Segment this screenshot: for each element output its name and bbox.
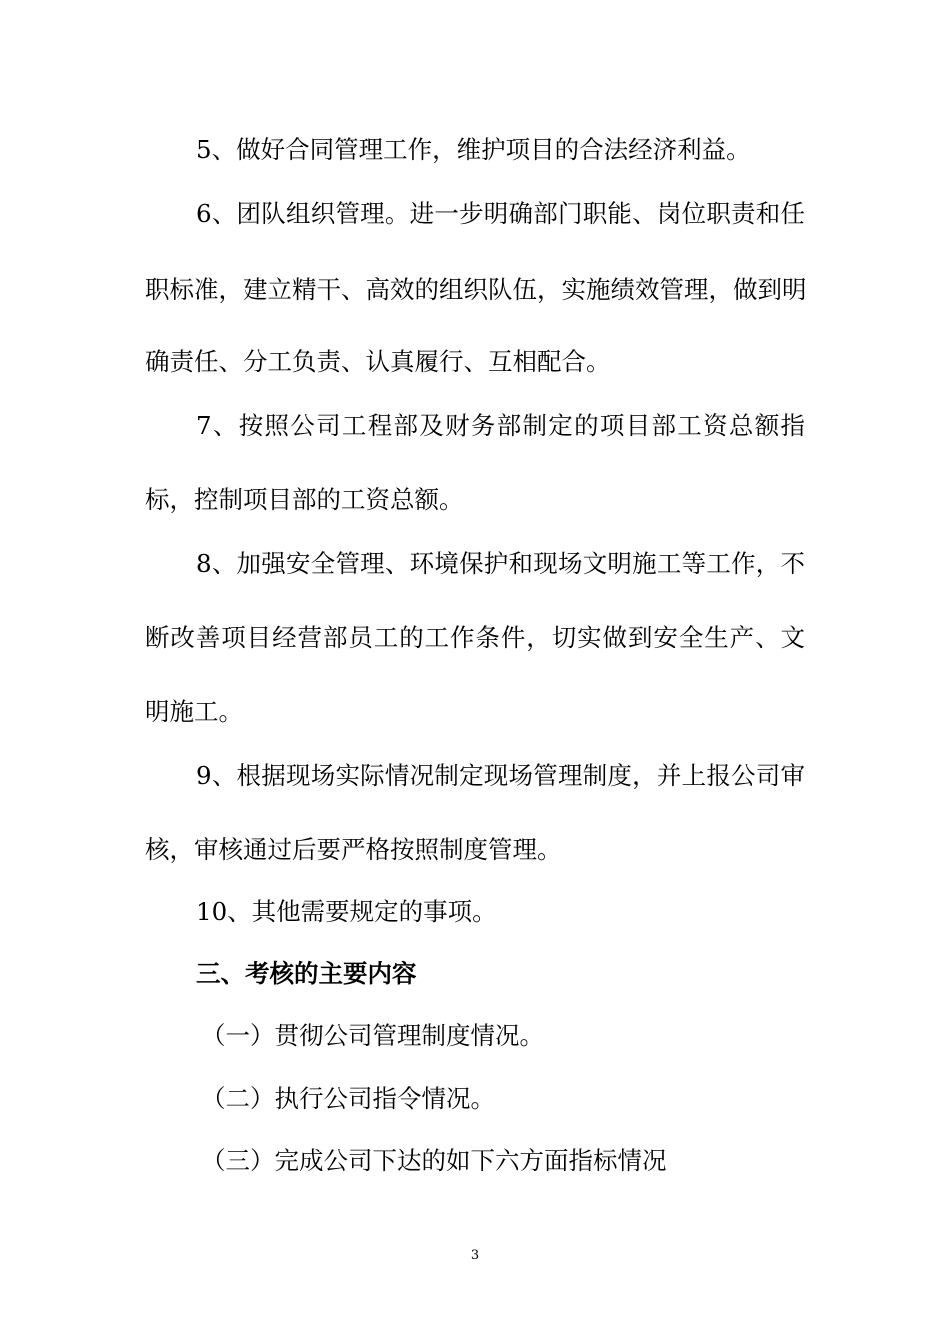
paragraph-line: 6、团队组织管理。进一步明确部门职能、岗位职责和任 — [196, 199, 805, 228]
page-number: 3 — [470, 1248, 480, 1263]
sub-item: （二）执行公司指令情况。 — [201, 1084, 495, 1113]
paragraph-line: 标，控制项目部的工资总额。 — [145, 485, 464, 514]
sub-item: （一）贯彻公司管理制度情况。 — [201, 1021, 544, 1050]
paragraph-line: 明施工。 — [145, 697, 243, 726]
paragraph-line: 断改善项目经营部员工的工作条件，切实做到安全生产、文 — [145, 623, 805, 652]
sub-item: （三）完成公司下达的如下六方面指标情况 — [201, 1146, 667, 1175]
paragraph-line: 5、做好合同管理工作，维护项目的合法经济利益。 — [196, 135, 751, 164]
paragraph-line: 10、其他需要规定的事项。 — [196, 897, 497, 926]
paragraph-line: 核，审核通过后要严格按照制度管理。 — [145, 835, 562, 864]
paragraph-line: 职标准，建立精干、高效的组织队伍，实施绩效管理，做到明 — [145, 275, 807, 304]
paragraph-line: 确责任、分工负责、认真履行、互相配合。 — [145, 347, 611, 376]
section-heading: 三、考核的主要内容 — [196, 959, 417, 988]
paragraph-line: 8、加强安全管理、环境保护和现场文明施工等工作，不 — [196, 549, 805, 578]
paragraph-line: 7、按照公司工程部及财务部制定的项目部工资总额指 — [196, 411, 805, 440]
paragraph-line: 9、根据现场实际情况制定现场管理制度，并上报公司审 — [196, 761, 805, 790]
